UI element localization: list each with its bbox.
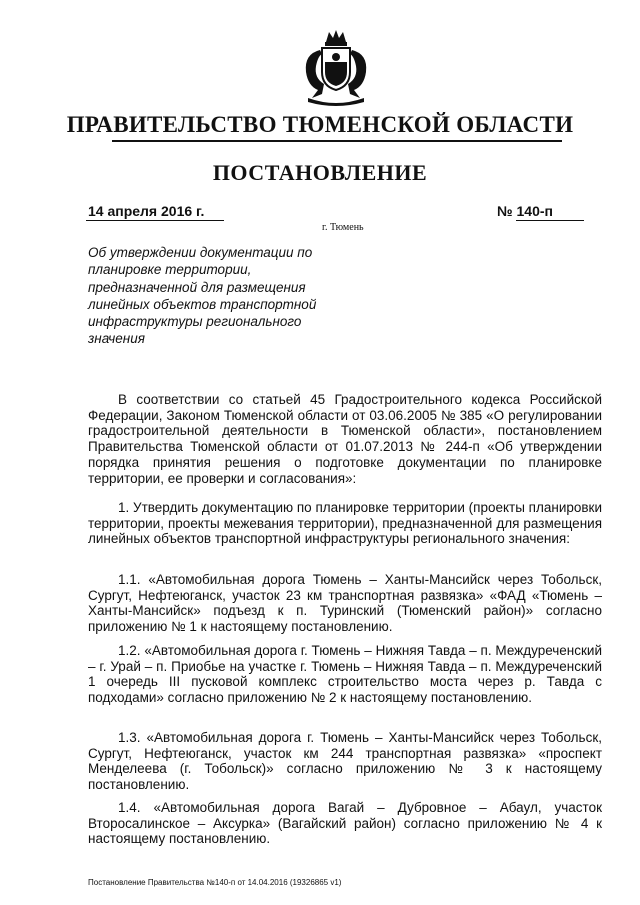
coat-of-arms-icon <box>298 28 374 108</box>
decree-city: г. Тюмень <box>322 222 364 233</box>
paragraph-text: 1.3. «Автомобильная дорога г. Тюмень – Ханты-Мансийск через Тобольск, Сургут, Нефтеюганск, участок км 244 транспортная развязка» «проспект Менделеева (г. Тобольск)» согласно приложению № 3 к настоящему постановлению. <box>88 730 602 793</box>
paragraph-text: 1.1. «Автомобильная дорога Тюмень – Ханты-Мансийск через Тобольск, Сургут, Нефтеюганск, участок 23 км транспортная развязка» «ФАД «Тюмень – Ханты-Мансийск» подъезд к п. Туринский (Тюменский район)» согласно приложению № 1 к настоящему постановлению. <box>88 572 602 635</box>
decree-number: № 140-п <box>497 203 553 219</box>
document-type: ПОСТАНОВЛЕНИЕ <box>212 160 428 185</box>
clause-1-4 <box>88 800 602 847</box>
date-underline <box>86 220 224 221</box>
clause-1-3 <box>88 730 602 793</box>
decree-date: 14 апреля 2016 г. <box>88 203 205 219</box>
paragraph-text: 1.4. «Автомобильная дорога Вагай – Дубровное – Абаул, участок Второсалинское – Аксурка» (Вагайский район) согласно приложению № 4 к настоящему постановлению. <box>88 800 602 847</box>
document-footer: Постановление Правительства №140-п от 14.04.2016 (19326865 v1) <box>88 878 342 887</box>
paragraph-text: В соответствии со статьей 45 Градостроительного кодекса Российской Федерации, Законом Тюменской области от 03.06.2005 № 385 «О регулировании градостроительной деятельности в Тюменской области», постановлением Правительства Тюменской области от 01.07.2013 № 244-п «Об утверждении порядка принятия решения о подготовке документации по планировке территории, ее проверки и согласования»: <box>88 392 602 486</box>
clause-1 <box>88 500 602 547</box>
number-underline <box>516 220 584 221</box>
clause-1-2 <box>88 643 602 706</box>
decree-subject: Об утверждении документации по планировке территории, предназначенной для размещения линейных объектов транспортной инфраструктуры регионального значения <box>88 245 317 347</box>
paragraph-text: 1.2. «Автомобильная дорога г. Тюмень – Нижняя Тавда – п. Междуреченский – г. Урай – п. Приобье на участке г. Тюмень – Нижняя Тавда – п. Междуреченский 1 очередь III пусковой комплекс строительство моста через р. Тавда с подходами» согласно приложению № 2 к настоящему постановлению. <box>88 643 602 706</box>
government-title: ПРАВИТЕЛЬСТВО ТЮМЕНСКОЙ ОБЛАСТИ <box>66 112 574 137</box>
clause-1-1 <box>88 572 602 635</box>
paragraph-text: 1. Утвердить документацию по планировке территории (проекты планировки территории, проекты межевания территории), предназначенной для размещения линейных объектов транспортной инфраструктуры регионального значения: <box>88 500 602 547</box>
header-divider <box>112 140 562 142</box>
preamble-paragraph <box>88 392 602 486</box>
